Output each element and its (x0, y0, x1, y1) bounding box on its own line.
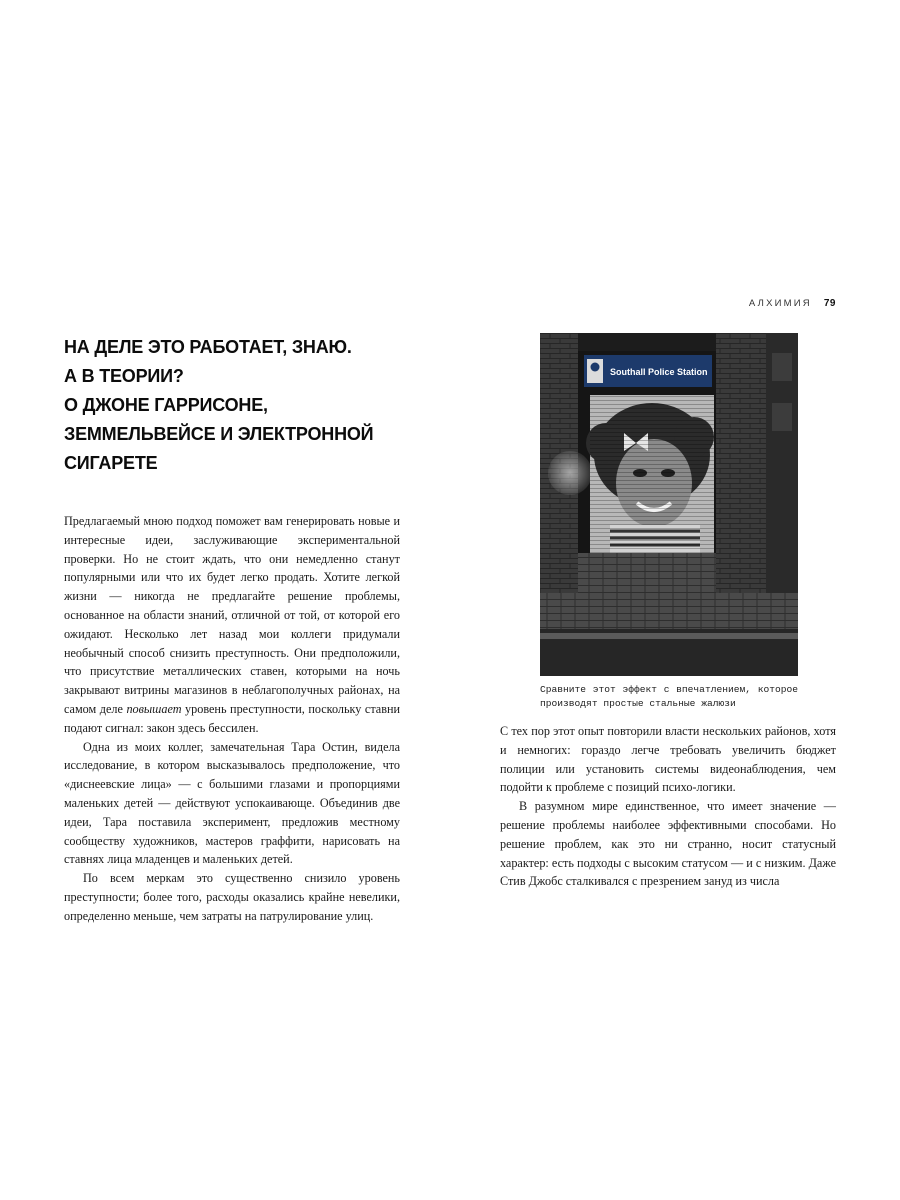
sign-text: Southall Police Station (610, 367, 708, 377)
italic-emphasis: повышает (126, 701, 182, 716)
heading-line: ЗЕММЕЛЬВЕЙСЕ И ЭЛЕКТРОННОЙ (64, 424, 374, 444)
right-text-column (500, 722, 836, 891)
paragraph: В разумном мире единственное, что имеет значение — решение проблемы наиболее эффективными способами. Но решение проблем, как это ни странно, носит статусный характер: есть подходы с высоким статусом — и с низким. Даже Стив Джобс сталкивался с презрением зануд из числа (500, 799, 836, 889)
paragraph: По всем меркам это существенно снизило уровень преступности; более того, расходы оказались крайне невелики, определенно меньше, чем затраты на патрулирование улиц. (64, 871, 400, 923)
paragraph (64, 512, 400, 738)
heading-line: НА ДЕЛЕ ЭТО РАБОТАЕТ, ЗНАЮ. (64, 337, 352, 357)
paragraph: С тех пор этот опыт повторили власти нескольких районов, хотя и немногих: гораздо легче требовать увеличить бюджет полиции или установить системы видеонаблюдения, чем подойти к проблеме с позиций психо-логики. (500, 724, 836, 795)
left-text-column (64, 512, 400, 926)
paragraph-text: Предлагаемый мною подход поможет вам генерировать новые и интересные идеи, заслуживающие экспериментальной проверки. Но не стоит ждать, что они немедленно станут популярными или что их будет легко продать. Хотите легкой жизни — никогда не предлагайте решение проблемы, основанное на области знаний, отличной от той, от которой его ожидают. Несколько лет назад мои коллеги придумали необычный способ снизить преступность. Они предположили, что присутствие металлических ставен, которыми на ночь закрывают витрины магазинов в неблагополучных районах, на самом деле (64, 514, 400, 716)
photo-caption (540, 683, 798, 711)
page-number: 79 (823, 298, 836, 309)
heading-line: СИГАРЕТЕ (64, 453, 158, 473)
paragraph-text: уровень преступности, поскольку ставни подают сигнал: закон здесь бессилен. (64, 701, 400, 735)
heading-line: А В ТЕОРИИ? (64, 366, 184, 386)
photo-illustration (540, 333, 798, 676)
chapter-heading (64, 333, 404, 478)
heading-line: О ДЖОНЕ ГАРРИСОНЕ, (64, 395, 268, 415)
section-title: АЛХИМИЯ (748, 298, 812, 309)
caption-text: Сравните этот эффект с впечатлением, которое производят простые стальные жалюзи (540, 684, 798, 709)
running-head (749, 298, 836, 309)
police-station-photo (540, 333, 798, 676)
paragraph: Одна из моих коллег, замечательная Тара Остин, видела исследование, в котором высказывалось предположение, что «диснеевские лица» — с большими глазами и пропорциями маленьких детей — действуют успокаивающе. Объединив две идеи, Тара поставила эксперимент, предложив местному сообществу художников, мастеров граффити, нарисовать на ставнях лица младенцев и маленьких детей. (64, 739, 400, 867)
